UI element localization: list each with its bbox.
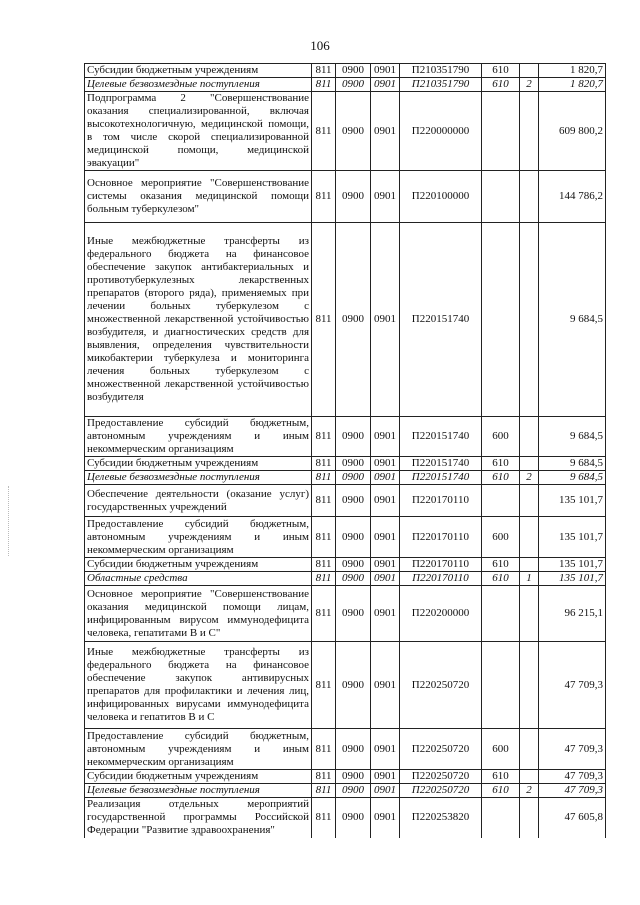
row-target-article: П220250720 [400, 729, 482, 770]
row-amount: 96 215,1 [539, 586, 606, 642]
row-amount: 609 800,2 [539, 92, 606, 171]
row-section-code: 0900 [336, 729, 371, 770]
row-target-article: П220151740 [400, 457, 482, 471]
table-row [85, 784, 606, 798]
row-name: Целевые безвозмездные поступления [85, 78, 312, 92]
table-row [85, 457, 606, 471]
row-target-article: П220000000 [400, 92, 482, 171]
row-target-article: П210351790 [400, 78, 482, 92]
row-name: Целевые безвозмездные поступления [85, 471, 312, 485]
row-target-article: П220151740 [400, 471, 482, 485]
row-name: Субсидии бюджетным учреждениям [85, 457, 312, 471]
row-expense-type [482, 92, 520, 171]
budget-table [84, 63, 606, 838]
row-section-code: 0900 [336, 485, 371, 517]
row-source-code: 2 [520, 78, 539, 92]
row-target-article: П220100000 [400, 171, 482, 223]
row-amount: 9 684,5 [539, 471, 606, 485]
row-target-article: П220253820 [400, 798, 482, 838]
row-source-code [520, 485, 539, 517]
row-expense-type [482, 798, 520, 838]
row-subsection-code: 0901 [371, 223, 400, 417]
row-expense-type: 610 [482, 78, 520, 92]
row-ved-code: 811 [312, 572, 336, 586]
table-row [85, 417, 606, 457]
row-target-article: П220250720 [400, 642, 482, 729]
row-source-code: 2 [520, 471, 539, 485]
table-row [85, 572, 606, 586]
row-subsection-code: 0901 [371, 729, 400, 770]
row-target-article: П220170110 [400, 558, 482, 572]
row-subsection-code: 0901 [371, 558, 400, 572]
table-row [85, 64, 606, 78]
row-amount: 47 709,3 [539, 784, 606, 798]
row-ved-code: 811 [312, 485, 336, 517]
row-ved-code: 811 [312, 798, 336, 838]
row-ved-code: 811 [312, 78, 336, 92]
row-expense-type: 610 [482, 64, 520, 78]
row-ved-code: 811 [312, 417, 336, 457]
row-name: Обеспечение деятельности (оказание услуг) государственных учреждений [85, 485, 312, 517]
row-subsection-code: 0901 [371, 642, 400, 729]
row-ved-code: 811 [312, 517, 336, 558]
row-section-code: 0900 [336, 471, 371, 485]
row-amount: 1 820,7 [539, 78, 606, 92]
row-section-code: 0900 [336, 558, 371, 572]
row-name: Целевые безвозмездные поступления [85, 784, 312, 798]
row-amount: 47 709,3 [539, 642, 606, 729]
row-ved-code: 811 [312, 558, 336, 572]
row-target-article: П220250720 [400, 770, 482, 784]
row-subsection-code: 0901 [371, 471, 400, 485]
row-subsection-code: 0901 [371, 78, 400, 92]
row-source-code [520, 417, 539, 457]
row-amount: 47 605,8 [539, 798, 606, 838]
row-amount: 135 101,7 [539, 517, 606, 558]
row-source-code [520, 798, 539, 838]
row-name: Областные средства [85, 572, 312, 586]
row-source-code [520, 517, 539, 558]
row-source-code [520, 770, 539, 784]
row-ved-code: 811 [312, 223, 336, 417]
row-ved-code: 811 [312, 642, 336, 729]
row-ved-code: 811 [312, 171, 336, 223]
row-expense-type [482, 586, 520, 642]
row-subsection-code: 0901 [371, 171, 400, 223]
row-target-article: П220151740 [400, 417, 482, 457]
row-name: Основное мероприятие "Совершенствование оказания медицинской помощи лицам, инфицированным вирусом иммунодефицита человека, гепатитами В и С" [85, 586, 312, 642]
row-expense-type: 600 [482, 517, 520, 558]
row-source-code [520, 64, 539, 78]
row-subsection-code: 0901 [371, 485, 400, 517]
row-name: Предоставление субсидий бюджетным, автономным учреждениям и иным некоммерческим организациям [85, 729, 312, 770]
row-amount: 1 820,7 [539, 64, 606, 78]
row-subsection-code: 0901 [371, 64, 400, 78]
row-name: Основное мероприятие "Совершенствование системы оказания медицинской помощи больным туберкулезом" [85, 171, 312, 223]
row-amount: 144 786,2 [539, 171, 606, 223]
row-target-article: П220170110 [400, 517, 482, 558]
budget-table-body [85, 64, 606, 838]
row-amount: 135 101,7 [539, 558, 606, 572]
table-row [85, 798, 606, 838]
row-amount: 47 709,3 [539, 729, 606, 770]
row-ved-code: 811 [312, 784, 336, 798]
row-subsection-code: 0901 [371, 457, 400, 471]
table-row [85, 78, 606, 92]
row-subsection-code: 0901 [371, 770, 400, 784]
row-source-code [520, 171, 539, 223]
row-section-code: 0900 [336, 642, 371, 729]
row-section-code: 0900 [336, 92, 371, 171]
row-section-code: 0900 [336, 417, 371, 457]
row-section-code: 0900 [336, 784, 371, 798]
row-section-code: 0900 [336, 64, 371, 78]
row-name: Иные межбюджетные трансферты из федерального бюджета на финансовое обеспечение закупок антибактериальных и противотуберкулезных лекарственных препаратов (второго ряда), применяемых при лечении больных туберкулезом с множественной лекарственной устойчивостью возбудителя, и диагностических средств для выявления, определения чувствительности микобактерии туберкулеза и мониторинга лечения больных туберкулезом с множественной лекарственной устойчивостью возбудителя [85, 223, 312, 417]
row-expense-type [482, 223, 520, 417]
page-number: 106 [310, 38, 330, 53]
row-expense-type [482, 642, 520, 729]
row-name: Субсидии бюджетным учреждениям [85, 558, 312, 572]
table-row [85, 485, 606, 517]
row-expense-type [482, 485, 520, 517]
row-target-article: П220200000 [400, 586, 482, 642]
row-name: Субсидии бюджетным учреждениям [85, 64, 312, 78]
row-name: Подпрограмма 2 "Совершенствование оказания специализированной, включая высокотехнологичную, медицинской помощи, в том числе скорой специализированной медицинской помощи, медицинской эвакуации" [85, 92, 312, 171]
row-subsection-code: 0901 [371, 417, 400, 457]
row-expense-type: 610 [482, 471, 520, 485]
row-name: Реализация отдельных мероприятий государственной программы Российской Федерации "Развитие здравоохранения" [85, 798, 312, 838]
row-section-code: 0900 [336, 770, 371, 784]
row-subsection-code: 0901 [371, 572, 400, 586]
row-subsection-code: 0901 [371, 784, 400, 798]
row-expense-type: 600 [482, 417, 520, 457]
row-target-article: П210351790 [400, 64, 482, 78]
row-amount: 135 101,7 [539, 572, 606, 586]
row-amount: 47 709,3 [539, 770, 606, 784]
row-source-code [520, 92, 539, 171]
row-subsection-code: 0901 [371, 517, 400, 558]
row-ved-code: 811 [312, 770, 336, 784]
row-expense-type: 610 [482, 558, 520, 572]
row-source-code [520, 586, 539, 642]
row-source-code: 2 [520, 784, 539, 798]
row-ved-code: 811 [312, 64, 336, 78]
row-source-code [520, 642, 539, 729]
table-row [85, 223, 606, 417]
row-ved-code: 811 [312, 92, 336, 171]
table-row [85, 171, 606, 223]
row-source-code: 1 [520, 572, 539, 586]
row-expense-type: 610 [482, 572, 520, 586]
table-row [85, 558, 606, 572]
row-name: Субсидии бюджетным учреждениям [85, 770, 312, 784]
row-name: Предоставление субсидий бюджетным, автономным учреждениям и иным некоммерческим организациям [85, 517, 312, 558]
row-expense-type [482, 171, 520, 223]
row-target-article: П220170110 [400, 572, 482, 586]
row-subsection-code: 0901 [371, 586, 400, 642]
row-name: Иные межбюджетные трансферты из федерального бюджета на финансовое обеспечение закупок антивирусных препаратов для профилактики и лечения лиц, инфицированных вирусами иммунодефицита человека и гепатитов В и С [85, 642, 312, 729]
table-row [85, 642, 606, 729]
row-expense-type: 610 [482, 457, 520, 471]
table-row [85, 729, 606, 770]
row-section-code: 0900 [336, 798, 371, 838]
row-target-article: П220250720 [400, 784, 482, 798]
row-target-article: П220151740 [400, 223, 482, 417]
row-ved-code: 811 [312, 586, 336, 642]
row-amount: 135 101,7 [539, 485, 606, 517]
row-ved-code: 811 [312, 471, 336, 485]
row-ved-code: 811 [312, 457, 336, 471]
table-row [85, 92, 606, 171]
table-row [85, 586, 606, 642]
row-source-code [520, 223, 539, 417]
row-section-code: 0900 [336, 457, 371, 471]
row-source-code [520, 729, 539, 770]
row-amount: 9 684,5 [539, 417, 606, 457]
row-subsection-code: 0901 [371, 798, 400, 838]
row-name: Предоставление субсидий бюджетным, автономным учреждениям и иным некоммерческим организациям [85, 417, 312, 457]
row-section-code: 0900 [336, 586, 371, 642]
margin-mark [8, 486, 10, 556]
row-subsection-code: 0901 [371, 92, 400, 171]
table-row [85, 517, 606, 558]
row-expense-type: 610 [482, 784, 520, 798]
row-source-code [520, 457, 539, 471]
row-section-code: 0900 [336, 171, 371, 223]
row-section-code: 0900 [336, 223, 371, 417]
row-expense-type: 610 [482, 770, 520, 784]
table-row [85, 770, 606, 784]
row-section-code: 0900 [336, 572, 371, 586]
row-amount: 9 684,5 [539, 223, 606, 417]
table-row [85, 471, 606, 485]
row-amount: 9 684,5 [539, 457, 606, 471]
row-section-code: 0900 [336, 517, 371, 558]
row-expense-type: 600 [482, 729, 520, 770]
row-ved-code: 811 [312, 729, 336, 770]
row-source-code [520, 558, 539, 572]
row-section-code: 0900 [336, 78, 371, 92]
row-target-article: П220170110 [400, 485, 482, 517]
